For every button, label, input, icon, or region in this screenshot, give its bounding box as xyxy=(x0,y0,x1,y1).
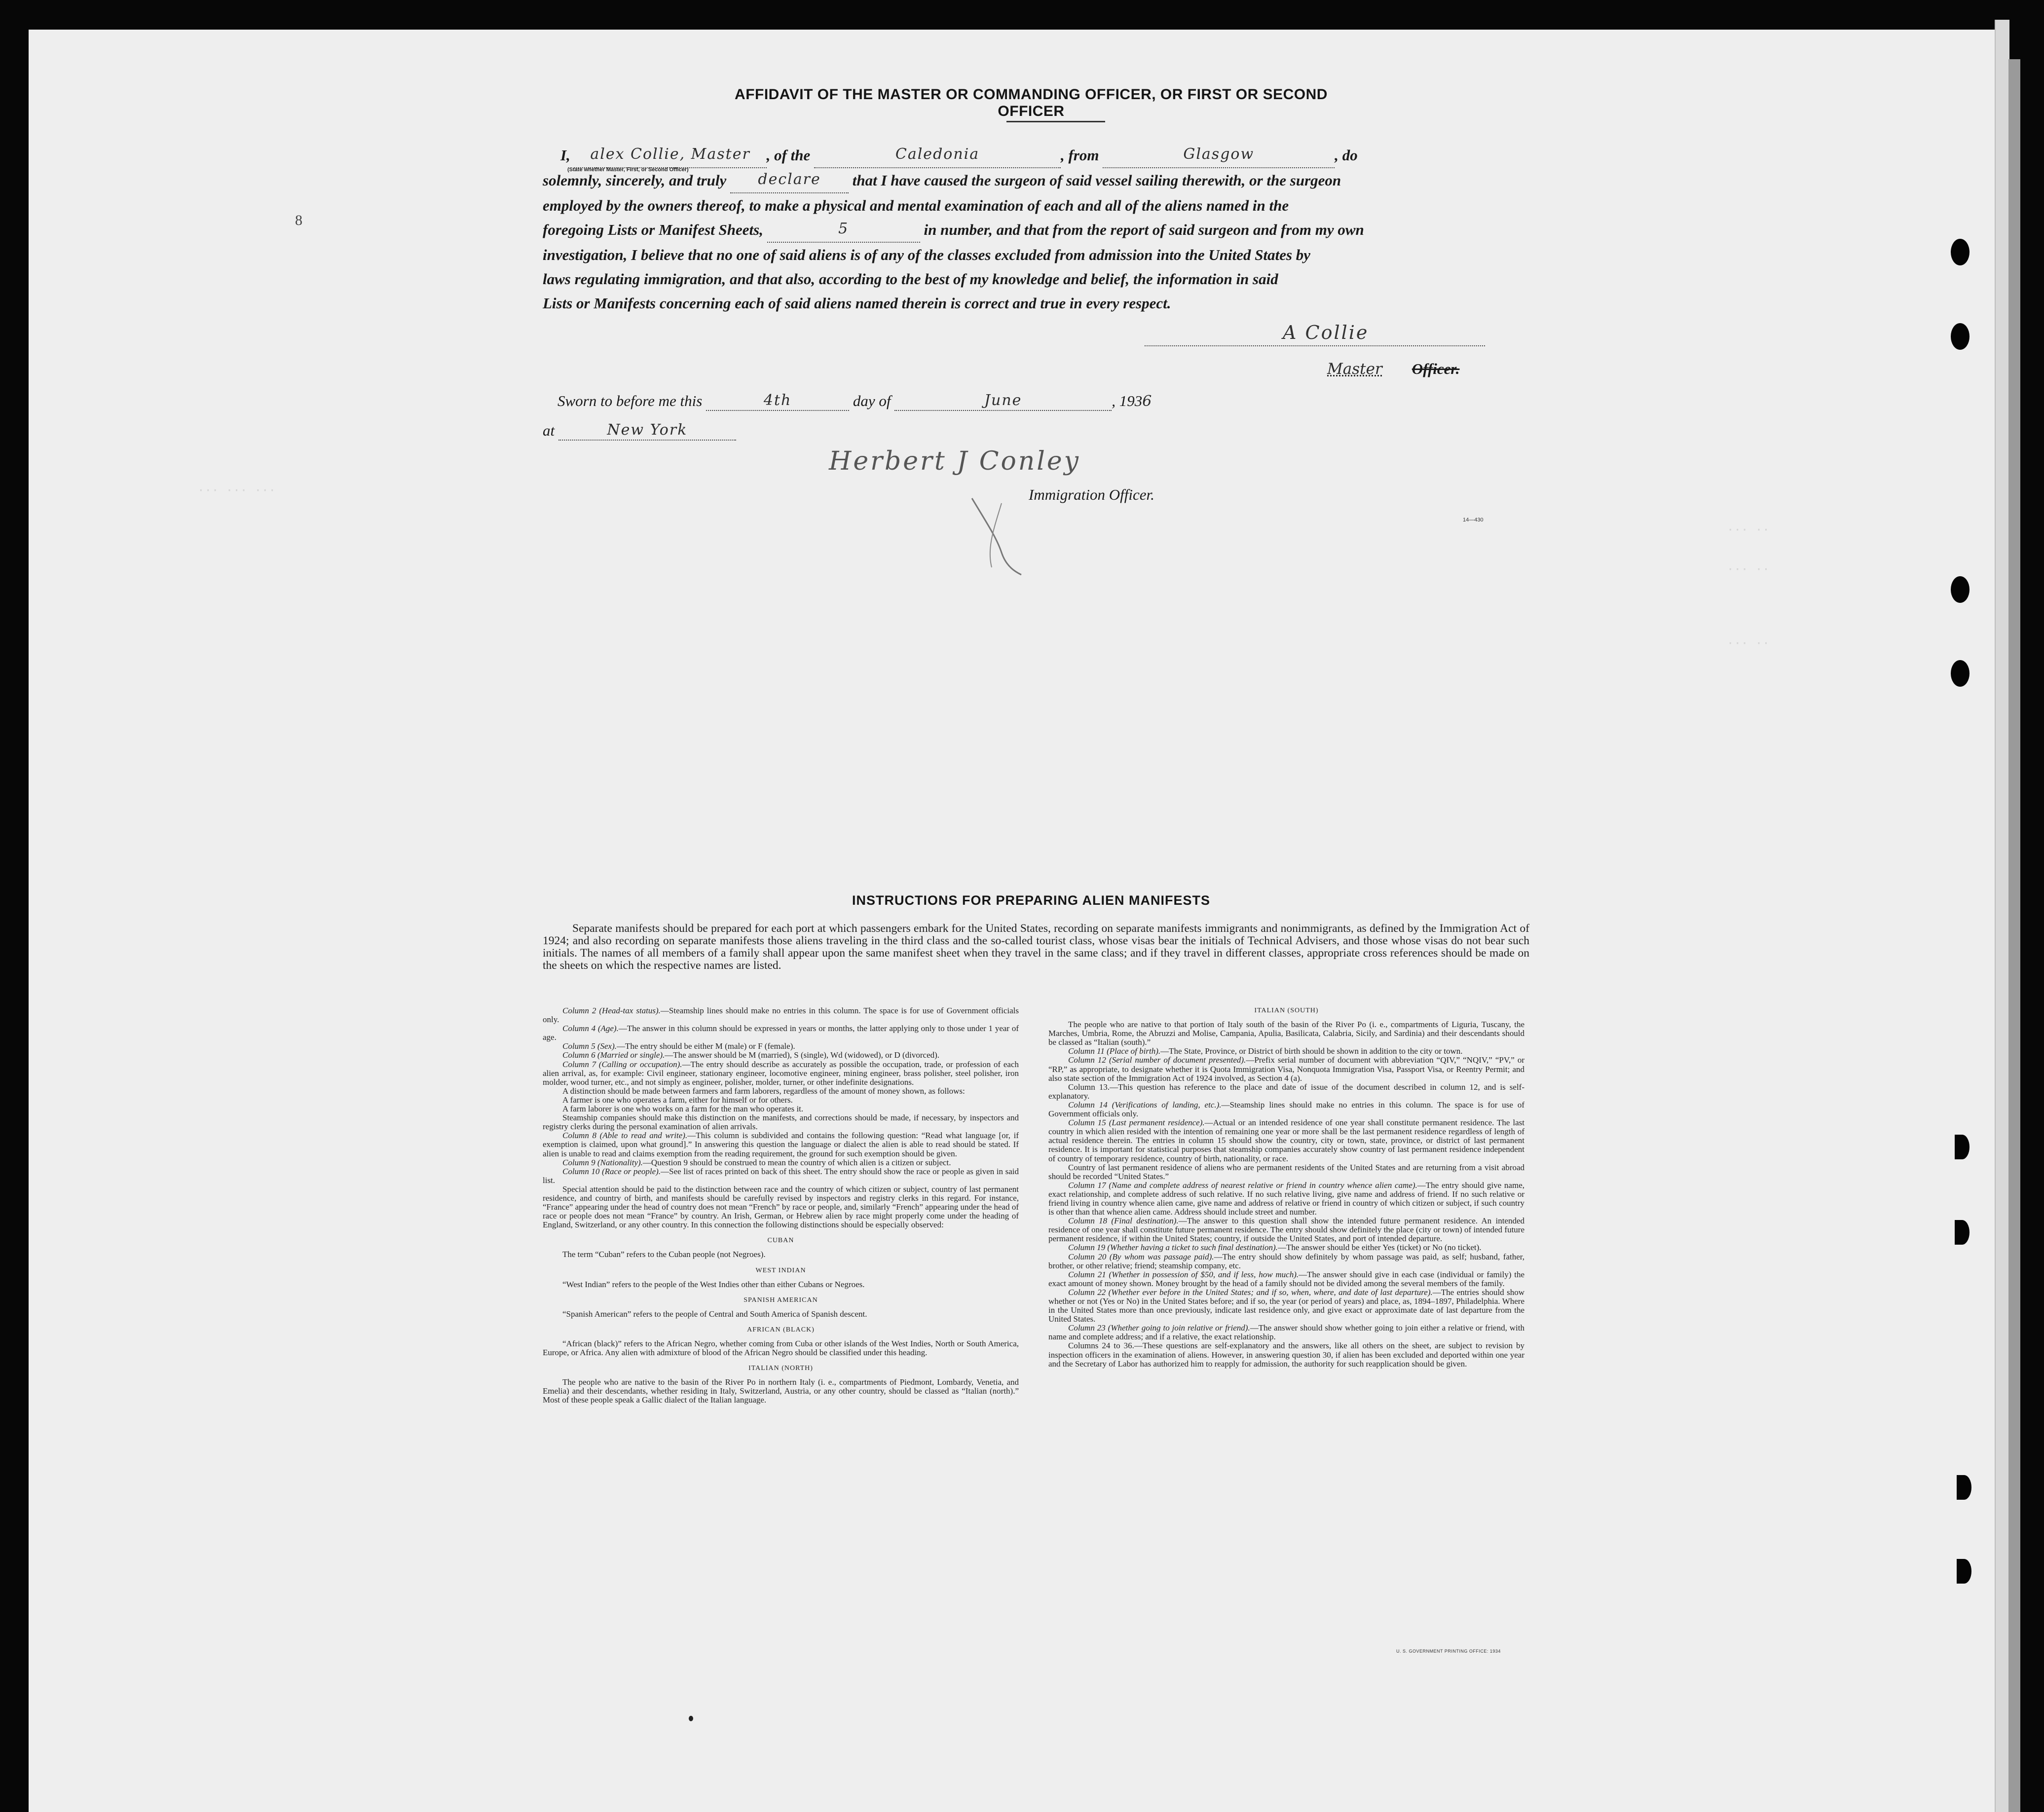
handwritten-day: 4th xyxy=(763,392,792,409)
heading: Column 21 (Whether in possession of $50, and if less, how much). xyxy=(1068,1269,1299,1279)
heading: Column 11 (Place of birth). xyxy=(1068,1046,1161,1056)
immigration-officer-label: Immigration Officer. xyxy=(1029,486,1154,503)
place-field[interactable] xyxy=(558,422,736,441)
spanish-american-paragraph: “Spanish American” refers to the people of Central and South America of Spanish descent. xyxy=(562,1309,867,1319)
affidavit-line-7: Lists or Manifests concerning each of said aliens named therein is correct and true in every respect. xyxy=(543,295,1171,312)
laborer-paragraph: A farm laborer is one who works on a farm for the man who operates it. xyxy=(562,1104,804,1114)
page-edge-shadow xyxy=(2008,59,2020,1812)
intro-paragraph: Separate manifests should be prepared for each port at which passengers embark for the United States, recording on separate manifests immigrants and nonimmigrants, as defined by the Immigration Act of 1924; and also recording on separate manifests those aliens traveling in the third class and the so-called tourist class, whose visas bear the initials of Technical Advisers, and those whose visas do not bear such initials. The names of all members of a family shall appear upon the same manifest sheet when they travel in the same class; and if they travel in different classes, appropriate cross references should be made on the sheets on which the respective names are listed. xyxy=(543,922,1529,972)
last-residence-paragraph: Country of last permanent residence of aliens who are permanent residents of the United States and are returning from a visit abroad should be recorded “United States.” xyxy=(1048,1162,1524,1181)
heading: Column 12 (Serial number of document presented). xyxy=(1068,1055,1246,1065)
handwritten-declare: declare xyxy=(758,171,821,188)
text: foregoing Lists or Manifest Sheets, xyxy=(543,221,763,238)
handwritten-port: Glasgow xyxy=(1183,146,1255,163)
text: at xyxy=(543,422,555,439)
col-17-paragraph xyxy=(1048,1181,1524,1217)
sworn-line xyxy=(557,392,1152,411)
place-line xyxy=(543,422,736,441)
text: —The entries should show whether or not (Yes or No) in the United States before; and if so, the year (or period of years) and place, as, 1894–1897, Philadelphia. Where in the United States more than once previously, indicate last residence only, and give exact or approximate date of last departure from the United States. xyxy=(1048,1287,1524,1324)
text: that I have caused the surgeon of said vessel sailing therewith, or the surgeon xyxy=(852,172,1341,189)
bleed-through: ··· ·· xyxy=(1727,636,1770,650)
signature-flourish xyxy=(967,493,1026,577)
text: day of xyxy=(853,392,891,409)
col-13-paragraph: Column 13.—This question has reference to the place and date of issue of the document described in column 12, and is self-explanatory. xyxy=(1048,1082,1524,1101)
printing-office-imprint: U. S. GOVERNMENT PRINTING OFFICE: 1934 xyxy=(1396,1649,1501,1654)
binder-hole xyxy=(1951,239,1970,265)
text: , from xyxy=(1061,147,1099,164)
heading: Column 6 (Married or single). xyxy=(562,1050,665,1060)
binder-hole xyxy=(1955,1135,1970,1159)
affidavit-line-3: employed by the owners thereof, to make a physical and mental examination of each and all of the aliens named in the xyxy=(543,197,1289,214)
officer-word: Officer. xyxy=(1412,360,1460,377)
col-9-paragraph xyxy=(543,1158,1019,1167)
col-12-paragraph xyxy=(1048,1056,1524,1082)
vessel-field[interactable] xyxy=(814,143,1061,168)
handwritten-year: 6 xyxy=(1142,393,1153,410)
text: —The entry should give name, exact relationship, and complete address of such relative. If no such relative living, give name and address of friend. If no such relative or friend living in country whence alien came, give name and address of relative or friend in country of which citizen or subject, if such country is other than that whence alien came. Address should include street and number. xyxy=(1048,1180,1524,1217)
officer-rank-note: (State whether Master, First, or Second Officer) xyxy=(567,167,689,173)
officer-name-field[interactable] xyxy=(574,143,767,168)
master-signature-line[interactable] xyxy=(1145,345,1485,346)
section-heading-cuban: CUBAN xyxy=(767,1237,794,1245)
section-heading-italian-south: ITALIAN (SOUTH) xyxy=(1254,1007,1319,1014)
text: —The entry should be either M (male) or F (female). xyxy=(617,1041,795,1051)
farmer-paragraph: A farmer is one who operates a farm, either for himself or for others. xyxy=(562,1095,793,1105)
instructions-intro xyxy=(543,923,1529,972)
text: —The answer should give in each case (individual or family) the exact amount of money shown. Money brought by the head of a family should not be divided among the several members of the family. xyxy=(1048,1269,1524,1288)
col-2-paragraph xyxy=(543,1006,1019,1024)
heading: Column 8 (Able to read and write). xyxy=(562,1131,688,1141)
col-15-paragraph xyxy=(1048,1118,1524,1163)
text: —The answer in this column should be expressed in years or months, the latter applying only to those under 1 year of age. xyxy=(543,1024,1019,1042)
heading: Column 23 (Whether going to join relative or friend). xyxy=(1068,1323,1250,1333)
col-21-paragraph xyxy=(1048,1270,1524,1288)
binder-hole xyxy=(1957,1559,1971,1584)
west-indian-paragraph: “West Indian” refers to the people of the West Indies other than either Cubans or Negroes. xyxy=(562,1279,865,1289)
heading: Column 5 (Sex). xyxy=(562,1041,617,1051)
text: Sworn to before me this xyxy=(557,392,703,409)
handwritten-sheets: 5 xyxy=(838,220,849,237)
handwritten-month: June xyxy=(984,392,1022,409)
sheets-count-field[interactable] xyxy=(767,218,920,243)
port-field[interactable] xyxy=(1103,143,1335,168)
section-heading-african: AFRICAN (BLACK) xyxy=(747,1326,815,1333)
heading: Column 7 (Calling or occupation). xyxy=(562,1059,682,1069)
text: , do xyxy=(1335,147,1358,164)
col-11-paragraph xyxy=(1048,1047,1524,1056)
heading: Column 2 (Head-tax status). xyxy=(562,1006,661,1015)
handwritten-vessel: Caledonia xyxy=(895,146,980,163)
binder-hole xyxy=(1951,660,1970,687)
instructions-left-column xyxy=(543,1006,1019,1405)
affidavit-line-4 xyxy=(543,218,1529,243)
margin-mark: 8 xyxy=(295,212,302,228)
month-field[interactable] xyxy=(894,392,1112,411)
italian-south-paragraph: The people who are native to that portion of Italy south of the basin of the River Po (i. e., compartments of Liguria, Tuscany, the Marches, Umbria, Rome, the Abruzzi and Molise, Campania, Apulia, Basilicata, Calabria, Sicily, and Sardinia) and their descendants should be classed as “Italian (south).” xyxy=(1048,1020,1524,1047)
text: in number, and that from the report of said surgeon and from my own xyxy=(924,221,1364,238)
text: —The answer to this question shall show the intended future permanent residence. An intended residence of one year shall constitute future permanent residence. The entry should show definitely the place (city or town) of intended future permanent residence, if within the United States; country, if outside the United States, and port of intended departure. xyxy=(1048,1216,1525,1244)
text: , of the xyxy=(766,147,811,164)
text: —Prefix serial number of document with abbreviation “QIV,” “NQIV,” “PV,” or “RP,” as appropriate, to designate whether it is Quota Immigration Visa, Nonquota Immigration Visa, Passport Visa, or Reentry Permit; and also state section of the Immigration Act of 1924 involved, as Section 4 (a). xyxy=(1048,1055,1524,1083)
col-18-paragraph xyxy=(1048,1217,1524,1243)
text: —The State, Province, or District of birth should be shown in addition to the city or town. xyxy=(1160,1046,1463,1056)
day-field[interactable] xyxy=(706,392,849,411)
bleed-through: ··· ·· xyxy=(1727,523,1770,537)
form-number: 14—430 xyxy=(1463,517,1484,523)
text: , 193 xyxy=(1112,392,1143,409)
section-heading-italian-north: ITALIAN (NORTH) xyxy=(748,1365,813,1372)
binder-hole xyxy=(1951,323,1970,350)
cuban-paragraph: The term “Cuban” refers to the Cuban people (not Negroes). xyxy=(562,1250,766,1259)
affidavit-line-5: investigation, I believe that no one of said aliens is of any of the classes excluded from admission into the United States by xyxy=(543,246,1311,263)
text: —Actual or an intended residence of one year shall constitute permanent residence. The last country in which alien resided with the intention of remaining one year or more shall be the last permanent residence regardless of length of actual residence therein. The entries in column 15 should show the country, city or town, state, province, or district of last permanent residence. It is important for statistical purposes that steamship companies accurately show country of last permanent residence independent of country of temporary residence, country of birth, nationality, or race. xyxy=(1048,1118,1525,1163)
text: —Steamship lines should make no entries in this column. The space is for use of Government officials only. xyxy=(1048,1100,1524,1119)
heading: Column 19 (Whether having a ticket to such final destination). xyxy=(1068,1243,1278,1253)
affidavit-body xyxy=(543,143,1529,315)
affidavit-title: AFFIDAVIT OF THE MASTER OR COMMANDING OFFICER, OR FIRST OR SECOND OFFICER xyxy=(735,86,1328,119)
title-rule xyxy=(1006,121,1105,122)
handwritten-title: Master xyxy=(1327,360,1382,378)
heading: Column 17 (Name and complete address of nearest relative or friend in country whence alien came). xyxy=(1068,1180,1417,1190)
handwritten-place: New York xyxy=(607,421,688,439)
declare-field[interactable] xyxy=(730,168,849,193)
heading: Column 9 (Nationality). xyxy=(562,1157,643,1167)
col-20-paragraph xyxy=(1048,1253,1524,1270)
binder-hole xyxy=(1957,1475,1971,1500)
text: —The answer should be M (married), S (single), Wd (widowed), or D (divorced). xyxy=(665,1050,940,1060)
heading: Column 20 (By whom was passage paid). xyxy=(1068,1252,1214,1261)
col-22-paragraph xyxy=(1048,1288,1524,1324)
col-8-paragraph xyxy=(543,1131,1019,1158)
col-23-paragraph xyxy=(1048,1324,1524,1341)
col-4-paragraph xyxy=(543,1024,1019,1042)
text: I, xyxy=(560,147,570,164)
affidavit-line-1 xyxy=(543,143,1529,168)
text: solemnly, sincerely, and truly xyxy=(543,172,727,189)
col-19-paragraph xyxy=(1048,1243,1524,1252)
text: —This column is subdivided and contains the following question: “Read what language [or, if exemption is claimed, upon what ground].” In answering this question the language or dialect the alien is able to read should be stated. If alien is unable to read and claims exemption from the reading requirement, the ground for such exemption should be given. xyxy=(543,1131,1019,1158)
master-signature: A Collie xyxy=(1283,322,1369,343)
col-5-paragraph xyxy=(543,1042,1019,1051)
text: —The answer should show whether going to join either a relative or friend, with name and complete address; and if a relative, the exact relationship. xyxy=(1048,1323,1524,1342)
ink-dot xyxy=(689,1716,693,1721)
african-paragraph: “African (black)” refers to the African Negro, whether coming from Cuba or other islands of the West Indies, North or South America, Europe, or Africa. Any alien with admixture of blood of the African Negro should be classified under this heading. xyxy=(543,1339,1019,1358)
special-attention-paragraph: Special attention should be paid to the distinction between race and the country of which citizen or subject, country of last permanent residence, and country of birth, and manifests should be carefully revised by inspectors and registry clerks in this regard. For instance, “France” appearing under the head of country does not mean “French” by race or people, and, similarly “French” appearing under the head of race or people does not mean “France” by country. An Irish, German, or Hebrew alien by race might properly come under the heading of England, Switzerland, or any other country. In this connection the following distinctions should be especially observed: xyxy=(543,1184,1019,1230)
text: —Steamship lines should make no entries in this column. The space is for use of Government officials only. xyxy=(543,1006,1019,1025)
officer-title-row xyxy=(1327,360,1459,378)
heading: Column 15 (Last permanent residence). xyxy=(1068,1118,1205,1128)
distinction-paragraph: A distinction should be made between farmers and farm laborers, regardless of the amount of money shown, as follows: xyxy=(562,1086,965,1096)
col-6-paragraph xyxy=(543,1051,1019,1060)
steamship-paragraph: Steamship companies should make this distinction on the manifests, and corrections should be made, if necessary, by inspectors and registry clerks during the personal examination of alien arrivals. xyxy=(543,1113,1019,1132)
text: —The entry should describe as accurately as possible the occupation, trade, or profession of each alien arrival, as, for example: Civil engineer, stationary engineer, locomotive engineer, mining engineer, brass polisher, steel polisher, iron molder, wood turner, etc., and not simply as engineer, polisher, molder, turner, or other indefinite designations. xyxy=(543,1059,1019,1087)
heading: Column 10 (Race or people). xyxy=(562,1166,661,1176)
heading: Column 14 (Verifications of landing, etc.). xyxy=(1068,1100,1222,1109)
text: —See list of races printed on back of this sheet. The entry should show the race or people as given in said list. xyxy=(543,1166,1019,1185)
text: —Question 9 should be construed to mean the country of which alien is a citizen or subject. xyxy=(642,1157,951,1167)
binder-hole xyxy=(1951,576,1970,603)
page-edge xyxy=(1995,20,2009,1812)
col-14-paragraph xyxy=(1048,1101,1524,1118)
bleed-through: ··· ·· xyxy=(1727,562,1770,576)
affidavit-line-6: laws regulating immigration, and that also, according to the best of my knowledge and belief, the information in said xyxy=(543,270,1278,288)
instructions-right-column xyxy=(1048,1006,1524,1368)
italian-north-paragraph: The people who are native to the basin of the River Po in northern Italy (i. e., compartments of Piedmont, Lombardy, Venetia, and Emelia) and their descendants, whether residing in Italy, Switzerland, Austria, or any other country, should be classed as “Italian (north).” Most of these people speak a Gallic dialect of the Italian language. xyxy=(543,1377,1019,1405)
bleed-through: ··· ··· ··· xyxy=(197,483,276,497)
affidavit-line-2 xyxy=(543,168,1529,193)
binder-hole xyxy=(1955,1220,1970,1245)
section-heading-west-indian: WEST INDIAN xyxy=(755,1266,806,1274)
heading: Column 4 (Age). xyxy=(562,1024,619,1034)
col-7-paragraph xyxy=(543,1060,1019,1087)
instructions-title: INSTRUCTIONS FOR PREPARING ALIEN MANIFESTS xyxy=(852,893,1211,908)
text: —The entry should show definitely by whom passage was paid, as self; husband, father, brother, or other relative; friend; steamship company, etc. xyxy=(1048,1252,1524,1270)
col-24-36-paragraph: Columns 24 to 36.—These questions are self-explanatory and the answers, like all others on the sheet, are subject to revision by inspection officers in the examination of aliens. However, in answering question 30, if alien has been excluded and deported within one year and the Secretary of Labor has authorized him to reapply for admission, the authority for such reapplication should be given. xyxy=(1048,1341,1524,1368)
heading: Column 18 (Final destination). xyxy=(1068,1216,1179,1226)
handwritten-name: alex Collie, Master xyxy=(590,146,750,163)
section-heading-spanish-american: SPANISH AMERICAN xyxy=(743,1296,818,1304)
immigration-officer-signature: Herbert J Conley xyxy=(829,446,1081,476)
text: —The answer should be either Yes (ticket) or No (no ticket). xyxy=(1277,1243,1482,1253)
col-10-paragraph xyxy=(543,1167,1019,1185)
heading: Column 22 (Whether ever before in the United States; and if so, when, where, and date of last departure). xyxy=(1068,1287,1433,1297)
